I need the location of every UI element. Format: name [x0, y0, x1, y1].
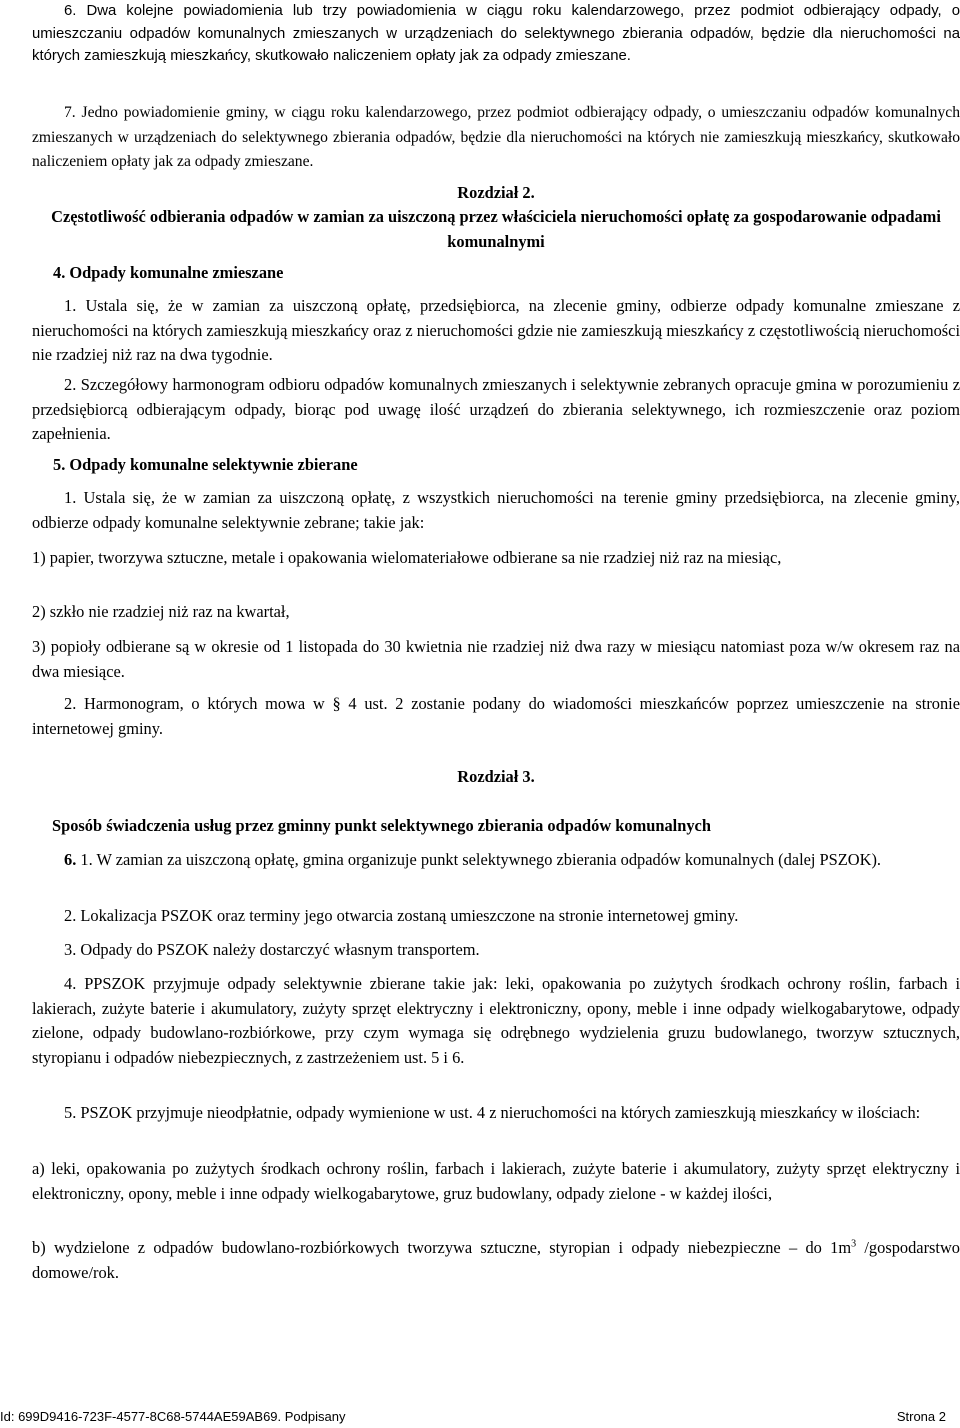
- section-6-number: 6.: [64, 850, 77, 869]
- section-5-item-3: 3) popioły odbierane są w okresie od 1 listopada do 30 kwietnia nie rzadziej niż dwa razy w miesiącu natomiast poza w/w okresem raz na dwa miesiące.: [32, 637, 960, 681]
- item-b-text-end: /gospodarstwo domowe/rok.: [32, 1238, 960, 1282]
- section-4-paragraph-2: 2. Szczegółowy harmonogram odbioru odpadów komunalnych zmieszanych i selektywnie zebranych opracuje gmina w porozumieniu z przedsiębiorcą odbierającym odpady, biorąc pod uwagę ilość urządzeń do zbierania selektywnego, ich rozmieszczenie oraz poziom zapełnienia.: [32, 375, 960, 443]
- section-6-paragraph-1-text: 1. W zamian za uiszczoną opłatę, gmina organizuje punkt selektywnego zbierania odpadów komunalnych (dalej PSZOK).: [76, 850, 882, 869]
- page-number: Strona 2: [896, 1409, 946, 1424]
- section-5-paragraph-1: 1. Ustala się, że w zamian za uiszczoną opłatę, z wszystkich nieruchomości na terenie gminy przedsiębiorca, na zlecenie gminy, odbierze odpady komunalne selektywnie zebrane; takie jak:: [32, 488, 960, 532]
- section-6-item-b: [32, 1236, 960, 1285]
- section-5-item-2: 2) szkło nie rzadziej niż raz na kwartał,: [32, 602, 290, 621]
- chapter-2-title: Częstotliwość odbierania odpadów w zamian za uiszczoną przez właściciela nieruchomości opłatę za gospodarowanie odpadami komunalnymi: [51, 207, 941, 251]
- section-4-paragraph-1: 1. Ustala się, że w zamian za uiszczoną opłatę, przedsiębiorca, na zlecenie gminy, odbierze odpady komunalne zmieszane z nieruchomości na których zamieszkują mieszkańcy oraz z nieruchomości gdzie nie zamieszkują mieszkańcy z częstotliwością nieruchomości nie rzadziej niż raz na dwa tygodnie.: [32, 296, 960, 364]
- page-footer: [0, 1409, 946, 1424]
- document-id: Id: 699D9416-723F-4577-8C68-5744AE59AB69. Podpisany: [0, 1409, 346, 1424]
- section-5-paragraph-2: 2. Harmonogram, o których mowa w § 4 ust. 2 zostanie podany do wiadomości mieszkańców poprzez umieszczenie na stronie internetowej gminy.: [32, 694, 960, 738]
- section-6-paragraph-1: [32, 848, 960, 873]
- section-6-item-a: a) leki, opakowania po zużytych środkach ochrony roślin, farbach i lakierach, zużyte baterie i akumulatory, zużyty sprzęt elektryczny i elektroniczny, opony, meble i inne odpady wielkogabarytowe, gruz budowlany, odpady zielone - w każdej ilości,: [32, 1159, 960, 1203]
- item-b-text: b) wydzielone z odpadów budowlano-rozbiórkowych tworzywa sztuczne, styropian i odpady niebezpieczne – do 1m: [32, 1238, 852, 1257]
- paragraph-7: 7. Jedno powiadomienie gminy, w ciągu roku kalendarzowego, przez podmiot odbierający odpady, o umieszczaniu odpadów komunalnych zmieszanych w urządzeniach do selektywnego zbierania odpadów, będzie dla nieruchomości na których nie zamieszkują mieszkańcy, skutkowało naliczeniem opłaty jak za odpady zmieszane.: [32, 104, 960, 170]
- item-b-superscript: 3: [851, 1238, 857, 1250]
- section-5-heading: 5. Odpady komunalne selektywnie zbierane: [53, 455, 358, 474]
- chapter-3-title: Sposób świadczenia usług przez gminny punkt selektywnego zbierania odpadów komunalnych: [52, 816, 711, 835]
- section-6-paragraph-4: 4. PPSZOK przyjmuje odpady selektywnie zbierane takie jak: leki, opakowania po zużytych środkach ochrony roślin, farbach i lakierach, zużyte baterie i akumulatory, zużyty sprzęt elektryczny i elektroniczny, opony, meble i inne odpady wielkogabarytowe, odpady zielone, odpady budowlano-rozbiórkowe, przy czym wymaga się odrębnego wydzielenia gruzu budowlanego, tworzyw sztucznych, styropianu i odpadów niebezpiecznych, z zastrzeżeniem ust. 5 i 6.: [32, 974, 960, 1067]
- section-6-paragraph-2: 2. Lokalizacja PSZOK oraz terminy jego otwarcia zostaną umieszczone na stronie internetowej gminy.: [64, 906, 739, 925]
- section-5-item-1: 1) papier, tworzywa sztuczne, metale i opakowania wielomateriałowe odbierane sa nie rzadziej niż raz na miesiąc,: [32, 548, 782, 567]
- section-6-paragraph-3: 3. Odpady do PSZOK należy dostarczyć własnym transportem.: [64, 940, 480, 959]
- section-4-heading: 4. Odpady komunalne zmieszane: [53, 263, 284, 282]
- chapter-3-label: Rozdział 3.: [457, 767, 535, 786]
- chapter-2-label: Rozdział 2.: [457, 183, 535, 202]
- section-6-paragraph-5: 5. PSZOK przyjmuje nieodpłatnie, odpady wymienione w ust. 4 z nieruchomości na których zamieszkują mieszkańcy w ilościach:: [64, 1103, 921, 1122]
- paragraph-6: 6. Dwa kolejne powiadomienia lub trzy powiadomienia w ciągu roku kalendarzowego, przez podmiot odbierający odpady, o umieszczaniu odpadów komunalnych zmieszanych w urządzeniach do selektywnego zbierania odpadów, będzie dla nieruchomości na których zamieszkują mieszkańcy, skutkowało naliczeniem opłaty jak za odpady zmieszane.: [32, 3, 960, 64]
